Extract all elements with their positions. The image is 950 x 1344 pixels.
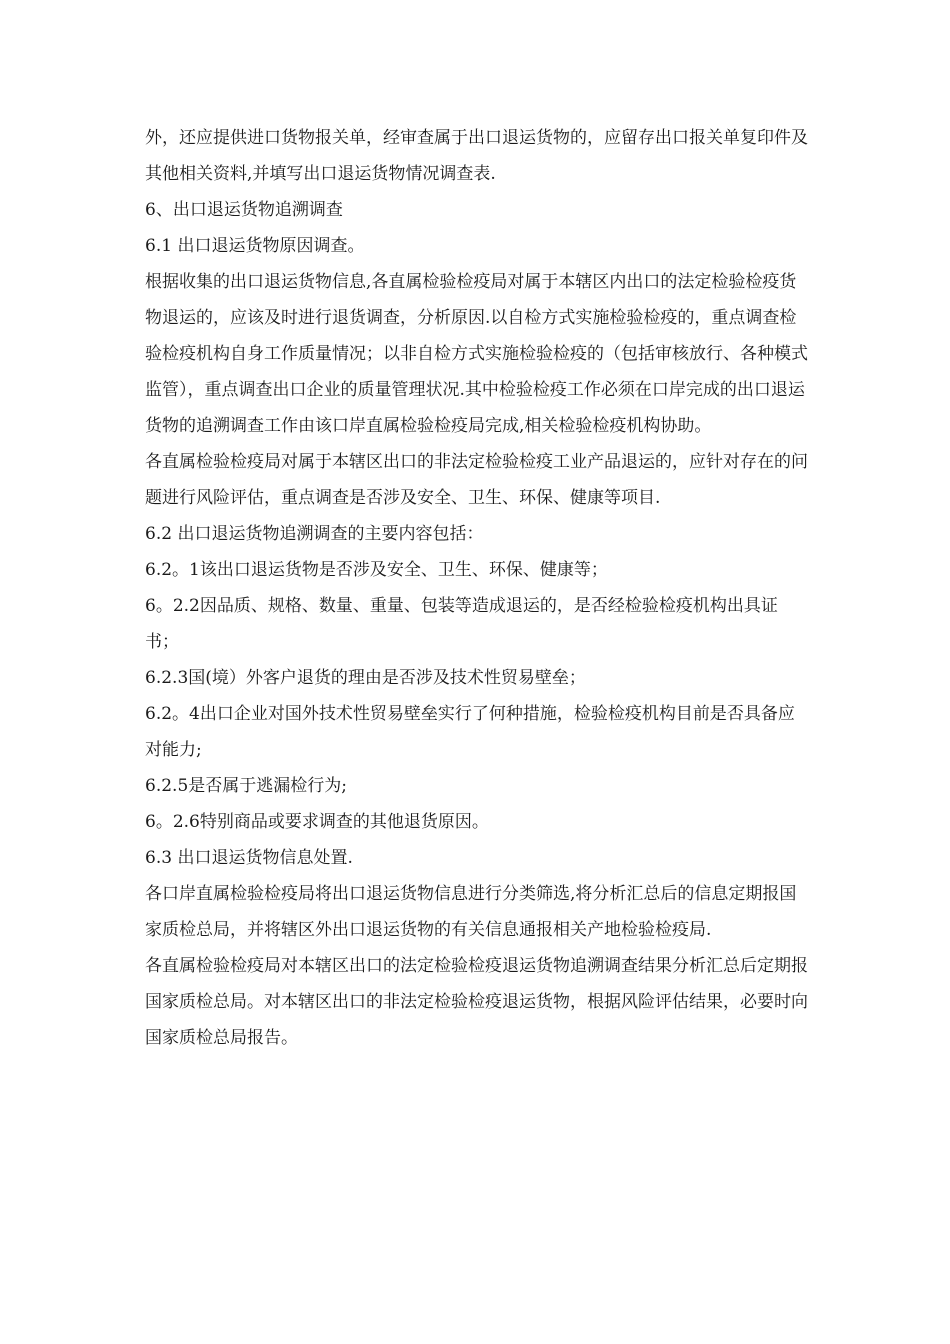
paragraph-continuation: 外，还应提供进口货物报关单，经审查属于出口退运货物的，应留存出口报关单复印件及其他相关资料,并填写出口退运货物情况调查表. [145,128,808,184]
document-body [145,120,810,1056]
list-item-6-2-5: 6.2.5是否属于逃漏检行为; [145,776,347,796]
subsection-heading-6-2: 6.2 出口退运货物追溯调查的主要内容包括： [145,524,484,544]
section-heading-6: 6、出口退运货物追溯调查 [145,200,343,220]
list-item-6-2-4: 6.2。4出口企业对国外技术性贸易壁垒实行了何种措施，检验检疫机构目前是否具备应对能力; [145,704,795,760]
list-item-6-2-6: 6。2.6特别商品或要求调查的其他退货原因。 [145,812,489,832]
list-item-6-2-1: 6.2。1该出口退运货物是否涉及安全、卫生、环保、健康等； [145,560,608,580]
paragraph-risk-assessment: 各直属检验检疫局对属于本辖区出口的非法定检验检疫工业产品退运的，应针对存在的问题进行风险评估，重点调查是否涉及安全、卫生、环保、健康等项目. [145,452,808,508]
list-item-6-2-2: 6。2.2因品质、规格、数量、重量、包装等造成退运的，是否经检验检疫机构出具证书； [145,596,778,652]
paragraph-reporting: 各直属检验检疫局对本辖区出口的法定检验检疫退运货物追溯调查结果分析汇总后定期报国家质检总局。对本辖区出口的非法定检验检疫退运货物，根据风险评估结果，必要时向国家质检总局报告。 [145,956,808,1048]
list-item-6-2-3: 6.2.3国(境）外客户退货的理由是否涉及技术性贸易壁垒； [145,668,586,688]
subsection-heading-6-1: 6.1 出口退运货物原因调查。 [145,236,365,256]
subsection-heading-6-3: 6.3 出口退运货物信息处置. [145,848,353,868]
paragraph-investigation: 根据收集的出口退运货物信息,各直属检验检疫局对属于本辖区内出口的法定检验检疫货物退运的，应该及时进行退货调查，分析原因.以自检方式实施检验检疫的，重点调查检验检疫机构自身工作质量情况；以非自检方式实施检验检疫的（包括审核放行、各种模式监管），重点调查出口企业的质量管理状况.其中检验检疫工作必须在口岸完成的出口退运货物的追溯调查工作由该口岸直属检验检疫局完成,相关检验检疫机构协助。 [145,272,808,436]
paragraph-info-handling: 各口岸直属检验检疫局将出口退运货物信息进行分类筛选,将分析汇总后的信息定期报国家质检总局，并将辖区外出口退运货物的有关信息通报相关产地检验检疫局. [145,884,797,940]
